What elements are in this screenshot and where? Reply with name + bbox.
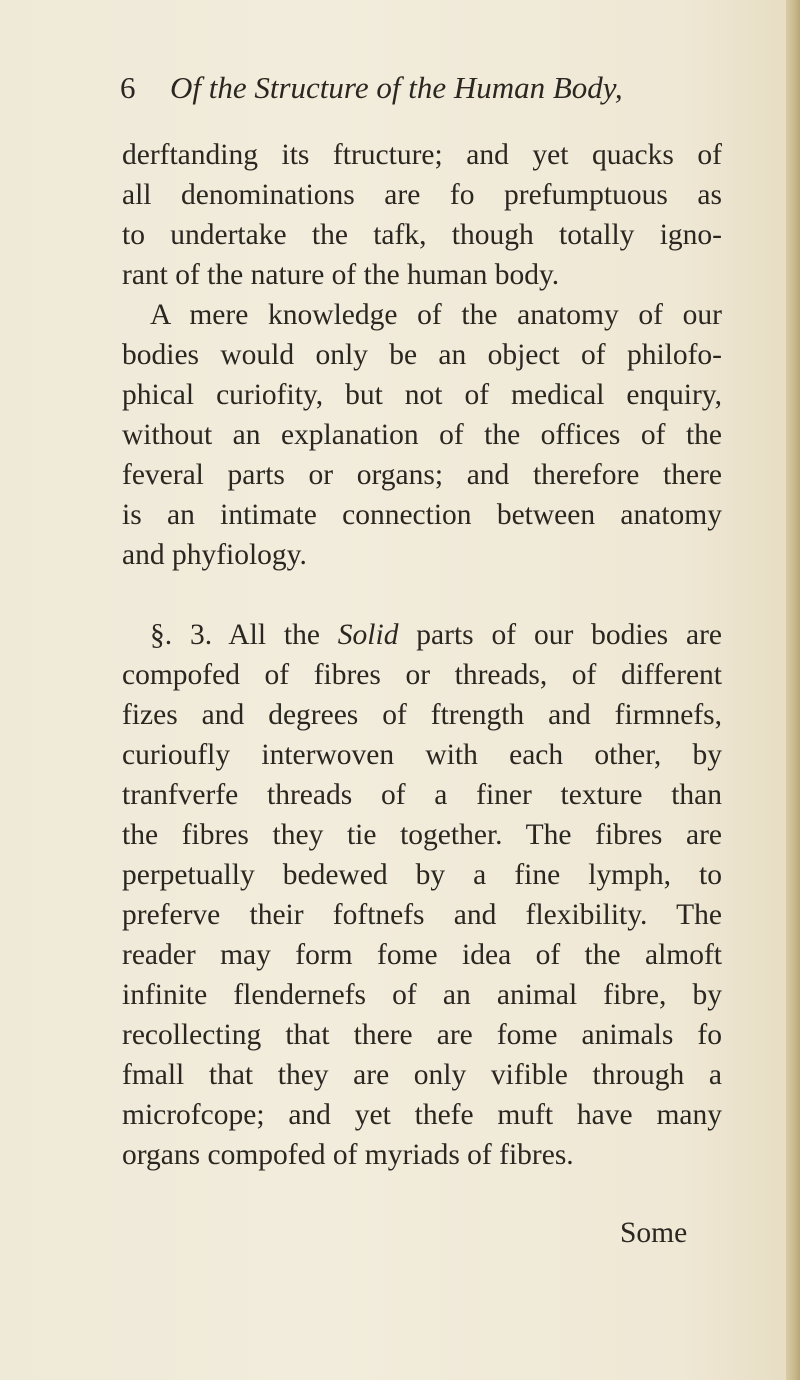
text-line: fizes and degrees of ftrength and firmnefs, bbox=[122, 699, 722, 731]
text-line: infinite flendernefs of an animal fibre, by bbox=[122, 979, 722, 1011]
text-line: preferve their foftnefs and flexibility. The bbox=[122, 899, 722, 931]
text-line: perpetually bedewed by a fine lymph, to bbox=[122, 859, 722, 891]
text-line: microfcope; and yet thefe muft have many bbox=[122, 1099, 722, 1131]
text-line: recollecting that there are fome animals fo bbox=[122, 1019, 722, 1051]
text-line: tranfverfe threads of a finer texture than bbox=[122, 779, 722, 811]
catchword: Some bbox=[620, 1217, 688, 1249]
text-line: and phyfiology. bbox=[122, 539, 307, 571]
page-edge bbox=[786, 0, 800, 1380]
text-line: without an explanation of the offices of the bbox=[122, 419, 722, 451]
text-line: organs compofed of myriads of fibres. bbox=[122, 1139, 574, 1171]
text-line: compofed of fibres or threads, of different bbox=[122, 659, 722, 691]
text-line: feveral parts or organs; and therefore there bbox=[122, 459, 722, 491]
text-line: all denominations are fo prefumptuous as bbox=[122, 179, 722, 211]
text-line: fmall that they are only vifible through a bbox=[122, 1059, 722, 1091]
text-line: rant of the nature of the human body. bbox=[122, 259, 560, 291]
running-head bbox=[120, 70, 680, 114]
text-line: phical curiofity, but not of medical enquiry, bbox=[122, 379, 722, 411]
text-line: bodies would only be an object of philofo- bbox=[122, 339, 722, 371]
section-lead-italic: Solid bbox=[337, 619, 399, 651]
body-text bbox=[122, 135, 722, 1175]
paragraph-gap bbox=[122, 575, 722, 615]
page-number: 6 bbox=[120, 70, 136, 105]
running-head-title: Of the Structure of the Human Body, bbox=[170, 70, 623, 105]
text-line: curioufly interwoven with each other, by bbox=[122, 739, 722, 771]
text-line: the fibres they tie together. The fibres are bbox=[122, 819, 722, 851]
text-line: A mere knowledge of the anatomy of our bbox=[150, 299, 722, 331]
text-line: is an intimate connection between anatomy bbox=[122, 499, 722, 531]
text-line: to undertake the tafk, though totally igno- bbox=[122, 219, 722, 251]
section-lead-rest: parts of our bodies are bbox=[398, 619, 723, 651]
text-line: reader may form fome idea of the almoft bbox=[122, 939, 722, 971]
section-lead-line bbox=[122, 615, 722, 655]
section-lead: §. 3. All the bbox=[150, 619, 338, 651]
text-line: derftanding its ftructure; and yet quacks of bbox=[122, 139, 722, 171]
